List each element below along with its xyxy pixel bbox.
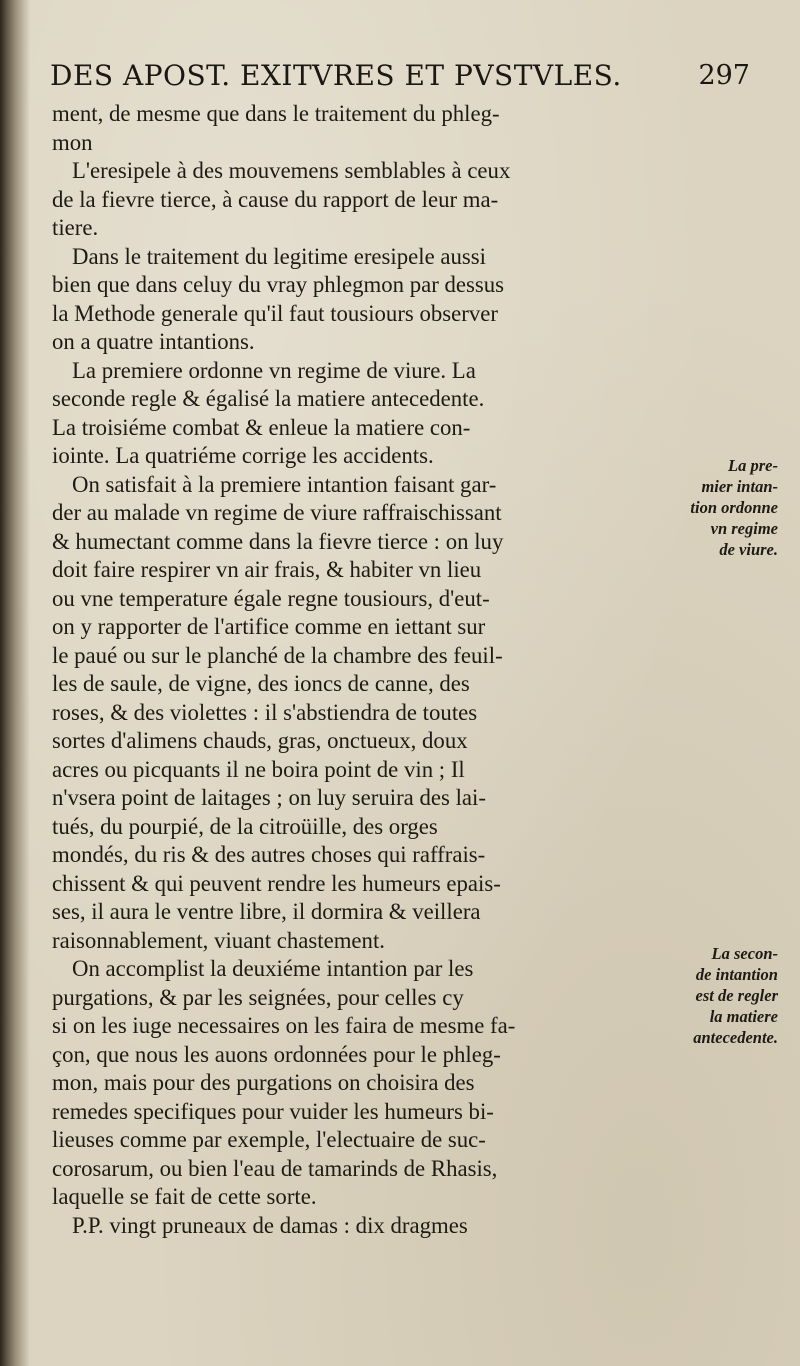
text-line: chissent & qui peuvent rendre les humeurs epais- — [52, 870, 501, 896]
text-line: çon, que nous les auons ordonnées pour le phleg- — [52, 1041, 501, 1067]
text-line: les de saule, de vigne, des ioncs de canne, des — [52, 671, 470, 696]
margin-note-second-intention — [622, 943, 778, 1048]
margin-note-line: vn regime — [710, 519, 778, 538]
margin-note-first-intention — [622, 455, 778, 560]
text-line: ses, il aura le ventre libre, il dormira & veillera — [52, 899, 481, 924]
text-line: raisonnablement, viuant chastement. — [52, 927, 385, 953]
text-line: on a quatre intantions. — [52, 329, 255, 354]
margin-note-line: La secon- — [711, 944, 778, 963]
text-line: on y rapporter de l'artifice comme en iettant sur — [52, 614, 486, 639]
running-head: DES APOST. EXITVRES ET PVSTVLES. — [50, 58, 622, 92]
text-line: La troisiéme combat & enleue la matiere con- — [52, 414, 471, 440]
page-header — [50, 52, 750, 98]
text-line: bien que dans celuy du vray phlegmon par dessus — [52, 272, 505, 297]
text-line: le paué ou sur le planché de la chambre des feuil- — [52, 642, 503, 668]
text-line: P.P. vingt pruneaux de damas : dix dragmes — [72, 1212, 468, 1238]
text-line: sortes d'alimens chauds, gras, onctueux, doux — [52, 728, 468, 753]
text-line: ou vne temperature égale regne tousiours, d'eut- — [52, 585, 490, 611]
margin-note-line: est de regler — [695, 986, 778, 1005]
text-line: purgations, & par les seignées, pour celles cy — [52, 984, 464, 1010]
margin-note-line: mier intan- — [701, 477, 778, 496]
margin-note-line: la matiere — [709, 1007, 778, 1026]
text-line: On satisfait à la premiere intantion faisant gar- — [72, 471, 497, 497]
body-text — [52, 100, 624, 1240]
text-line: si on les iuge necessaires on les faira de mesme fa- — [52, 1013, 516, 1038]
text-line: La premiere ordonne vn regime de viure. La — [72, 357, 476, 383]
margin-note-line: tion ordonne — [690, 498, 778, 517]
margin-note-line: antecedente. — [693, 1028, 778, 1047]
text-line: tués, du pourpié, de la citroüille, des orges — [52, 813, 438, 839]
text-line: doit faire respirer vn air frais, & habiter vn lieu — [52, 557, 482, 582]
text-line: L'eresipele à des mouvemens semblables à ceux — [72, 158, 511, 183]
text-line: lieuses comme par exemple, l'electuaire de suc- — [52, 1127, 486, 1152]
text-line: de la fievre tierce, à cause du rapport de leur ma- — [52, 186, 499, 212]
text-line: der au malade vn regime de viure raffraischissant — [52, 500, 502, 525]
text-line: corosarum, ou bien l'eau de tamarinds de Rhasis, — [52, 1155, 498, 1181]
text-line: mon — [52, 129, 93, 155]
text-line: remedes specifiques pour vuider les humeurs bi- — [52, 1098, 494, 1124]
text-line: tiere. — [52, 215, 99, 240]
text-line: seconde regle & égalisé la matiere antecedente. — [52, 386, 485, 411]
page-number: 297 — [698, 59, 750, 91]
text-line: Dans le traitement du legitime eresipele aussi — [72, 243, 487, 269]
binding-gutter-shadow — [0, 0, 30, 1366]
text-line: acres ou picquants il ne boira point de vin ; Il — [52, 756, 465, 782]
text-line: & humectant comme dans la fievre tierce : on luy — [52, 528, 504, 554]
text-line: iointe. La quatriéme corrige les accidents. — [52, 443, 434, 468]
text-line: laquelle se fait de cette sorte. — [52, 1184, 317, 1209]
text-line: ment, de mesme que dans le traitement du phleg- — [52, 101, 500, 126]
text-line: roses, & des violettes : il s'abstiendra de toutes — [52, 699, 478, 725]
margin-note-line: de intantion — [695, 965, 778, 984]
text-line: mondés, du ris & des autres choses qui raffrais- — [52, 842, 486, 867]
margin-note-line: de viure. — [719, 540, 778, 559]
text-line: la Methode generale qu'il faut tousiours observer — [52, 300, 498, 326]
text-line: mon, mais pour des purgations on choisira des — [52, 1070, 475, 1095]
margin-note-line: La pre- — [728, 456, 778, 475]
text-line: On accomplist la deuxiéme intantion par les — [72, 956, 474, 981]
text-line: n'vsera point de laitages ; on luy seruira des lai- — [52, 785, 486, 810]
